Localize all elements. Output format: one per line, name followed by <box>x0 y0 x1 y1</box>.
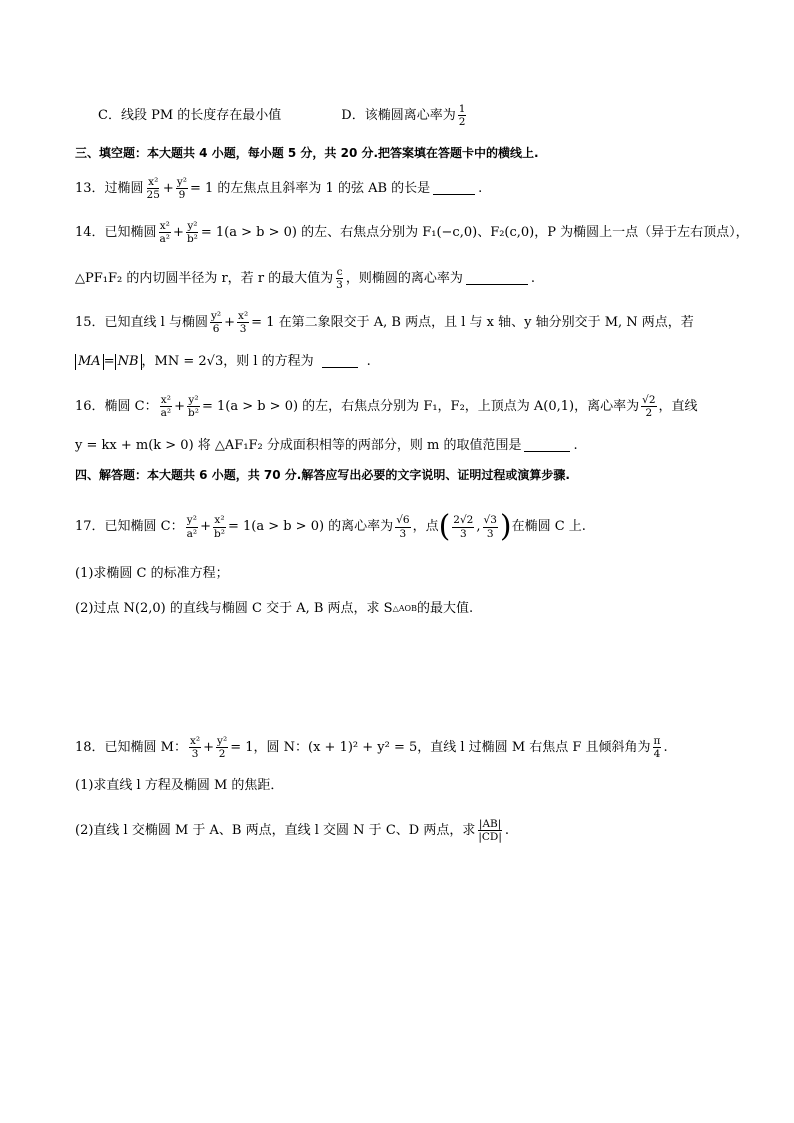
q12-option-d: D．该椭圆离心率为 <box>341 107 456 123</box>
question-14-line-2: △PF₁F₂ 的内切圆半径为 r，若 r 的最大值为 $\frac{c}{3}$ ，则椭圆的离心率为 . <box>75 266 536 292</box>
question-18: 18．已知椭圆 M： $\frac{\text{x²}}{3}$ + $\frac{\text{y²}}{2}$ = 1，圆 N：(x + 1)² + y² = 5，直线 l 过椭圆 M 右焦点 F 且倾斜角为 $\frac{\pi}{4}$ . <box>75 735 668 761</box>
question-17-part-1: (1)求椭圆 C 的标准方程； <box>75 566 229 581</box>
q12-options <box>98 103 468 128</box>
q14-answer-blank[interactable] <box>466 272 528 285</box>
q12-option-c: C．线段 PM 的长度存在最小值 <box>98 107 282 123</box>
question-13: 13．过椭圆 $\frac{\text{x²}}{25}$ + $\frac{\text{y²}}{9}$ = 1 的左焦点且斜率为 1 的弦 AB 的长是 . <box>75 176 483 202</box>
question-18-part-2: (2)直线 l 交椭圆 M 于 A、B 两点，直线 l 交圆 N 于 C、D 两点，求 $\frac{|AB|}{|CD|}$ . <box>75 818 509 844</box>
question-16-line-1: 16．椭圆 C： $\frac{\text{x²}}{\text{a²}}$ + $\frac{\text{y²}}{\text{b²}}$ = 1(a > b > 0) 的左，右焦点分别为 F₁，F₂，上顶点为 A(0,1)，离心率为 $\frac{√2}{2}$ ，直线 <box>75 394 698 420</box>
q16-answer-blank[interactable] <box>524 439 570 452</box>
question-16-line-2: y = kx + m(k > 0) 将 △AF₁F₂ 分成面积相等的两部分，则 m 的取值范围是 . <box>75 438 578 453</box>
question-17: 17．已知椭圆 C： $\frac{\text{y²}}{\text{a²}}$ + $\frac{\text{x²}}{\text{b²}}$ = 1(a > b > 0) 的离心率为 $\frac{√6}{3}$ ，点 ( $\frac{2√2}{3}$ , $\frac{√3}{3}$ ) 在椭圆 C 上. <box>75 509 586 544</box>
q13-answer-blank[interactable] <box>433 182 475 195</box>
question-14-line-1: 14．已知椭圆 $\frac{\text{x²}}{\text{a²}}$ + $\frac{\text{y²}}{\text{b²}}$ = 1(a > b > 0) 的左、右焦点分别为 F₁(−c,0)、F₂(c,0)，P 为椭圆上一点（异于左右顶点）， <box>75 220 749 246</box>
question-15-line-2: MA = NB ，MN = 2√3，则 l 的方程为 . <box>75 354 371 370</box>
question-18-part-1: (1)求直线 l 方程及椭圆 M 的焦距． <box>75 778 284 793</box>
section-4-heading: 四、解答题：本大题共 6 小题，共 70 分.解答应写出必要的文字说明、证明过程或演算步骤. <box>75 468 570 482</box>
q12-option-d-fraction: $\frac{1}{2}$ <box>458 103 466 129</box>
question-15-line-1: 15．已知直线 l 与椭圆 $\frac{\text{y²}}{6}$ + $\frac{\text{x²}}{3}$ = 1 在第二象限交于 A, B 两点，且 l 与 x 轴、y 轴分别交于 M, N 两点，若 <box>75 310 694 336</box>
q15-answer-blank[interactable] <box>322 355 358 368</box>
question-17-part-2: (2)过点 N(2,0) 的直线与椭圆 C 交于 A, B 两点，求 S △AOB 的最大值. <box>75 601 474 616</box>
section-3-heading: 三、填空题：本大题共 4 小题，每小题 5 分，共 20 分.把答案填在答题卡中的横线上. <box>75 146 539 160</box>
